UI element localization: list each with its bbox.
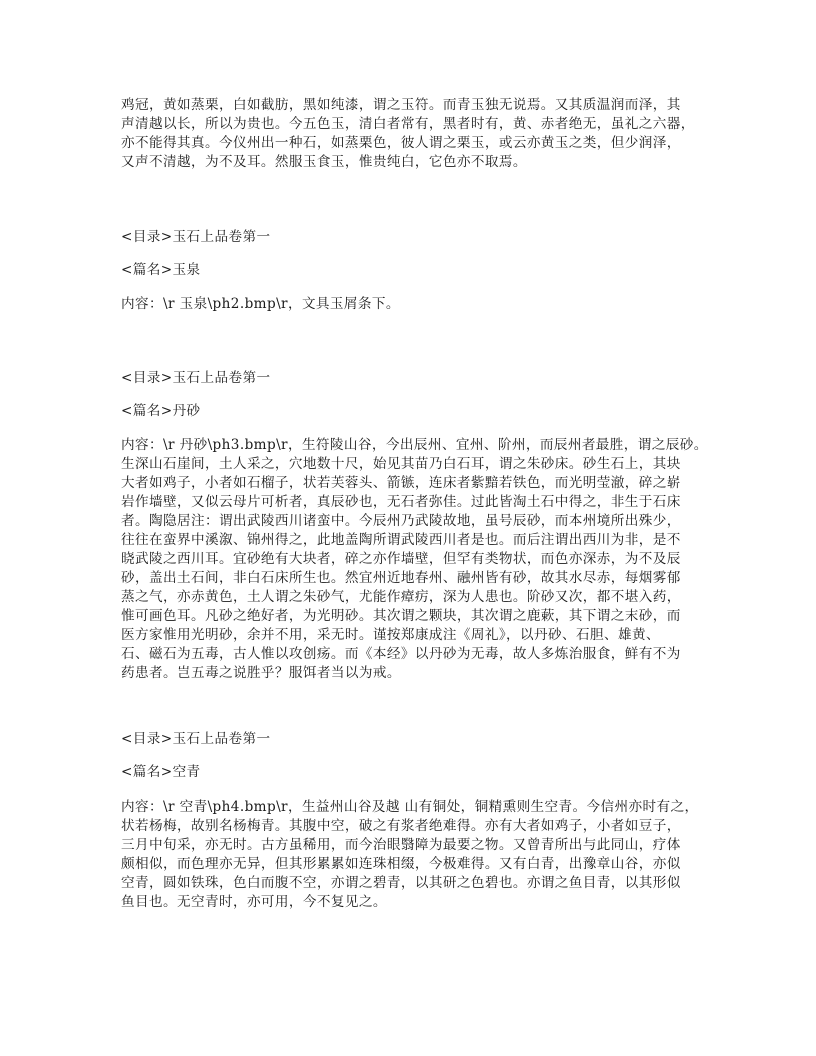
entry-title: <篇名>玉泉 <box>121 262 201 278</box>
text-line: 岩作墙壁，又似云母片可析者，真辰砂也，无石者弥佳。过此皆淘土石中得之，非生于石床 <box>121 494 681 510</box>
entry-title: <篇名>丹砂 <box>121 403 201 419</box>
text-line: 又声不清越，为不及耳。然服玉食玉，惟贵纯白，它色亦不取焉。 <box>121 154 527 170</box>
text-line: 鸡冠，黄如蒸栗，白如截肪，黑如纯漆，谓之玉符。而青玉独无说焉。又其质温润而泽，其 <box>121 97 681 113</box>
entry-content <box>121 295 701 314</box>
text-line: 药患者。岂五毒之说胜乎？服饵者当以为戒。 <box>121 665 401 681</box>
catalog-heading: <目录>玉石上品卷第一 <box>121 229 271 245</box>
catalog-heading: <目录>玉石上品卷第一 <box>121 370 271 386</box>
entry-title: <篇名>空青 <box>121 764 201 780</box>
entry-content <box>121 798 701 912</box>
text-line: 生深山石崖间，土人采之，穴地数十尺，始见其苗乃白石耳，谓之朱砂床。砂生石上，其块 <box>121 456 681 472</box>
text-line: 蒸之气，亦赤黄色，土人谓之朱砂气，尤能作瘴疠，深为人患也。阶砂又次，都不堪入药， <box>121 589 681 605</box>
text-line: 亦不能得其真。今仪州出一种石，如蒸栗色，彼人谓之栗玉，或云亦黄玉之类，但少润泽， <box>121 135 681 151</box>
text-line: 声清越以长，所以为贵也。今五色玉，清白者常有，黑者时有，黄、赤者绝无，虽礼之六器， <box>121 116 695 132</box>
text-line: 三月中旬采，亦无时。古方虽稀用，而今治眼翳障为最要之物。又曾青所出与此同山，疗体 <box>121 837 681 853</box>
intro-paragraph <box>121 96 701 172</box>
text-line: 砂，盖出土石间，非白石床所生也。然宜州近地春州、融州皆有砂，故其水尽赤，每烟雾郁 <box>121 570 681 586</box>
text-line: 者。陶隐居注：谓出武陵西川诸蛮中。今辰州乃武陵故地，虽号辰砂，而本州境所出殊少， <box>121 513 681 529</box>
text-line: 大者如鸡子，小者如石榴子，状若芙蓉头、箭镞，连床者紫黯若铁色，而光明莹澈，碎之崭 <box>121 475 681 491</box>
text-line: 内容：\r 空青\ph4.bmp\r，生益州山谷及越 山有铜处，铜精熏则生空青。今信州亦时有之， <box>121 799 699 815</box>
catalog-heading: <目录>玉石上品卷第一 <box>121 731 271 747</box>
text-line: 颇相似，而色理亦无异，但其形累累如连珠相缀，今极难得。又有白青，出豫章山谷，亦似 <box>121 856 681 872</box>
text-line: 石、磁石为五毒，古人惟以攻创疡。而《本经》以丹砂为无毒，故人多炼治服食，鲜有不为 <box>121 646 681 662</box>
text-line: 状若杨梅，故别名杨梅青。其腹中空，破之有浆者绝难得。亦有大者如鸡子，小者如豆子， <box>121 818 681 834</box>
text-line: 晓武陵之西川耳。宜砂绝有大块者，碎之亦作墙壁，但罕有类物状，而色亦深赤，为不及辰 <box>121 551 681 567</box>
text-line: 医方家惟用光明砂，余并不用，采无时。谨按郑康成注《周礼》，以丹砂、石胆、雄黄、 <box>121 627 660 643</box>
text-line: 内容：\r 丹砂\ph3.bmp\r，生符陵山谷，今出辰州、宜州、阶州，而辰州者最胜，谓之辰砂。 <box>121 437 708 453</box>
text-line: 鱼目也。无空青时，亦可用，今不复见之。 <box>121 894 387 910</box>
text-line: 惟可画色耳。凡砂之绝好者，为光明砂。其次谓之颗块，其次谓之鹿蔌，其下谓之末砂，而 <box>121 608 681 624</box>
entry-content <box>121 436 708 683</box>
text-line: 往往在蛮界中溪溆、锦州得之，此地盖陶所谓武陵西川者是也。而后注谓出西川为非，是不 <box>121 532 681 548</box>
text-line: 空青，圆如铁珠，色白而腹不空，亦谓之碧青，以其研之色碧也。亦谓之鱼目青，以其形似 <box>121 875 681 891</box>
text-line: 内容：\r 玉泉\ph2.bmp\r，文具玉屑条下。 <box>121 296 400 312</box>
